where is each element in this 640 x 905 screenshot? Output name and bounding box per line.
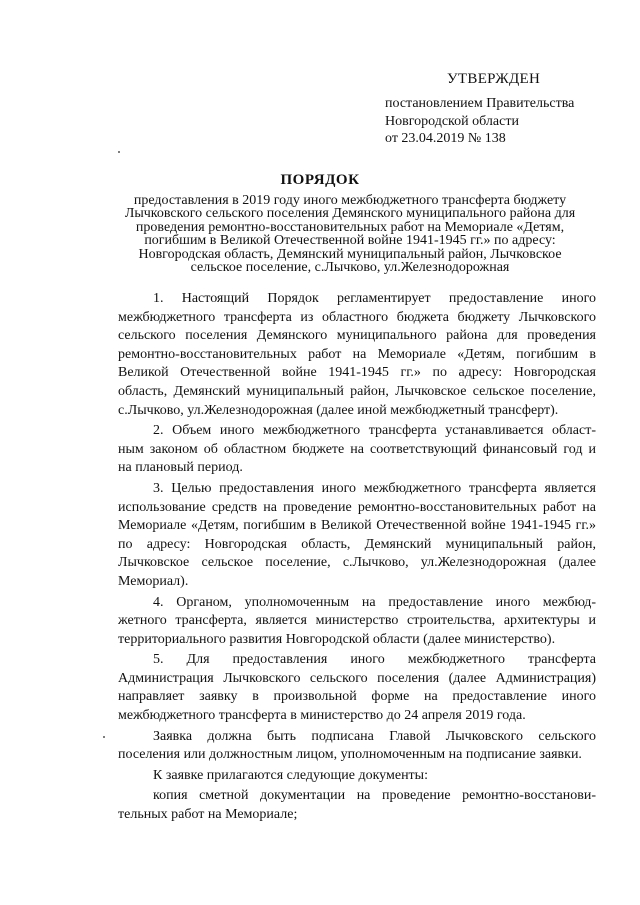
paragraph-6 xyxy=(118,728,596,765)
document-subtitle xyxy=(110,194,590,274)
subtitle-line: погибшим в Великой Отечественной войне 1941-1945 гг.» по адресу: xyxy=(144,233,556,249)
paragraph-3 xyxy=(118,480,596,592)
paragraph-line: 3. Целью предоставления иного межбюджетного трансферта является xyxy=(153,480,596,496)
paragraph-line: сельского поселения Демянского муниципального района для проведения xyxy=(118,328,596,344)
paragraph-line: территориального развития Новгородской области (далее министерство). xyxy=(118,631,556,647)
paragraph-8 xyxy=(118,787,596,824)
approval-line: постановлением Правительства xyxy=(385,96,575,111)
paragraph-line: 4. Органом, уполномоченным на предоставление иного межбюд- xyxy=(153,594,596,610)
subtitle-line: сельское поселение, с.Лычково, ул.Железнодорожная xyxy=(190,260,510,276)
paragraph-4 xyxy=(118,594,596,650)
document-title: ПОРЯДОК xyxy=(280,172,360,188)
paragraph-line: Великой Отечественной войне 1941-1945 гг.» по адресу: Новгородская xyxy=(118,365,596,381)
paragraph-line: Заявка должна быть подписана Главой Лычковского сельского xyxy=(153,728,596,744)
subtitle-line: Новгородская область, Демянский муниципальный район, Лычковское xyxy=(138,246,562,262)
paragraph-line: жетного трансферта, является министерство строительства, архитектуры и xyxy=(118,613,596,629)
paragraph-line: с.Лычково, ул.Железнодорожная (далее иной межбюджетный трансферт). xyxy=(118,402,559,418)
paragraph-line: 2. Объем иного межбюджетного трансферта устанавливается област- xyxy=(153,423,596,439)
document-body xyxy=(118,290,596,825)
subtitle-line: проведения ремонтно-восстановительных работ на Мемориале «Детям, xyxy=(135,219,565,235)
scan-speck xyxy=(118,151,120,153)
approval-title: УТВЕРЖДЕН xyxy=(447,71,541,87)
paragraph-line: направляет заявку в произвольной форме на предоставление иного xyxy=(118,689,596,705)
paragraph-line: поселения или должностным лицом, уполномоченным на подписание заявки. xyxy=(118,747,582,763)
paragraph-line: ным законом об областном бюджете на соответствующий финансовый год и xyxy=(118,441,596,457)
paragraph-1 xyxy=(118,290,596,420)
paragraph-line: тельных работ на Мемориале; xyxy=(118,807,298,823)
paragraph-line: Мемориале «Детям, погибшим в Великой Отечественной войне 1941-1945 гг.» xyxy=(118,518,596,534)
paragraph-line: копия сметной документации на проведение ремонтно-восстанови- xyxy=(153,788,596,804)
paragraph-line: Администрация Лычковского сельского поселения (далее Администрация) xyxy=(118,670,596,686)
paragraph-line: межбюджетного трансферта в министерство до 24 апреля 2019 года. xyxy=(118,708,526,724)
paragraph-line: Мемориал). xyxy=(118,573,189,589)
paragraph-7 xyxy=(118,767,596,786)
paragraph-2 xyxy=(118,422,596,478)
paragraph-5 xyxy=(118,651,596,725)
paragraph-line: использование средств на проведение ремонтно-восстановительных работ на xyxy=(118,499,596,515)
scan-speck xyxy=(103,736,105,738)
approval-block xyxy=(385,95,574,148)
subtitle-line: Лычковского сельского поселения Демянского муниципального района для xyxy=(124,206,576,222)
paragraph-line: 5. Для предоставления иного межбюджетного трансферта xyxy=(153,652,596,668)
paragraph-line: 1. Настоящий Порядок регламентирует предоставление иного xyxy=(153,291,596,306)
approval-line: от 23.04.2019 № 138 xyxy=(385,131,506,146)
paragraph-line: межбюджетного трансферта из областного бюджета бюджету Лычковского xyxy=(118,309,596,325)
paragraph-line: ремонтно-восстановительных работ на Мемориале «Детям, погибшим в xyxy=(118,346,596,362)
paragraph-line: область, Демянский муниципальный район, Лычковское сельское поселение, xyxy=(118,383,596,399)
subtitle-line: предоставления в 2019 году иного межбюджетного трансферта бюджету xyxy=(133,193,567,208)
paragraph-line: на плановый период. xyxy=(118,460,243,476)
approval-line: Новгородской области xyxy=(385,113,519,129)
paragraph-line: К заявке прилагаются следующие документы: xyxy=(153,767,428,783)
paragraph-line: по адресу: Новгородская область, Демянский муниципальный район, xyxy=(118,536,596,552)
paragraph-line: Лычковское сельское поселение, с.Лычково, ул.Железнодорожная (далее xyxy=(118,555,596,571)
